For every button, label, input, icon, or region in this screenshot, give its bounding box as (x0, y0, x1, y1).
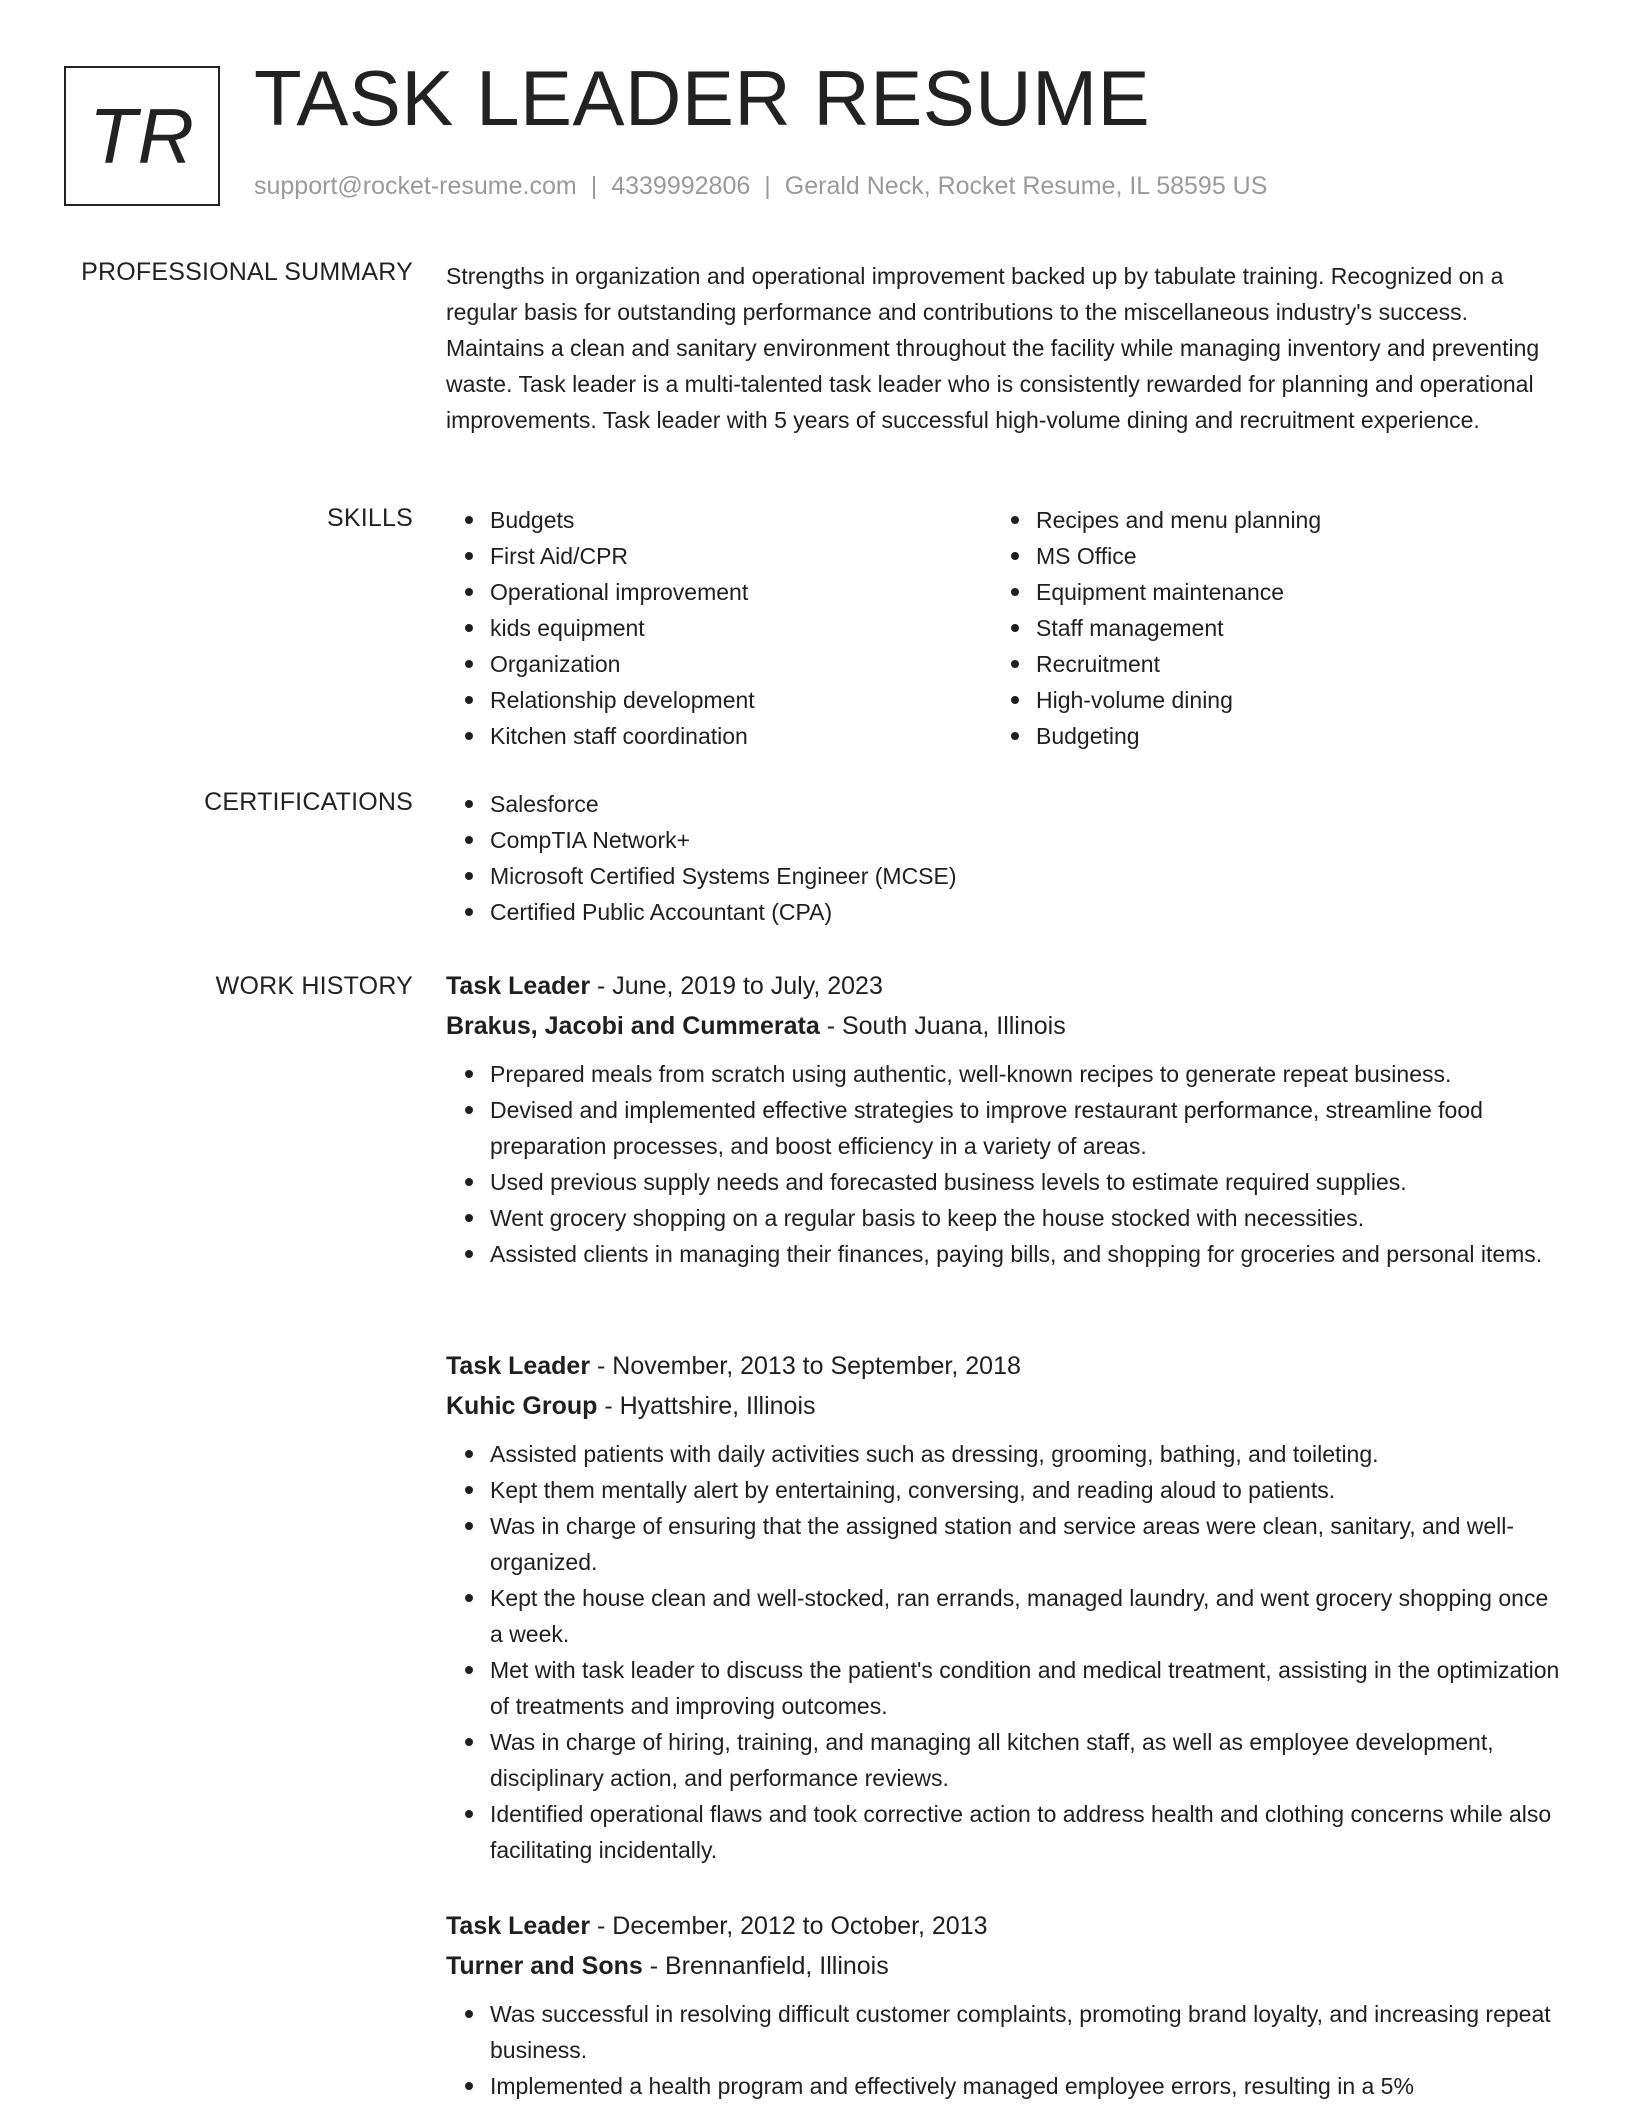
list-item: Was in charge of hiring, training, and managing all kitchen staff, as well as employee development, disciplinary action, and performance reviews. (490, 1724, 1562, 1796)
job-location: - South Juana, Illinois (819, 1012, 1066, 1040)
contact-separator: | (590, 172, 598, 200)
job-title-line (446, 966, 1562, 1006)
contact-separator: | (764, 172, 771, 200)
contact-phone: 4339992806 (611, 172, 751, 200)
list-item: Equipment maintenance (1036, 574, 1512, 610)
list-item: Relationship development (490, 682, 966, 718)
job-company-line (446, 1006, 1562, 1046)
job-dates: - December, 2012 to October, 2013 (590, 1912, 988, 1940)
job-role: Task Leader (446, 1352, 591, 1380)
list-item: Budgets (490, 502, 966, 538)
list-item: Implemented a health program and effectively managed employee errors, resulting in a 5% (490, 2068, 1562, 2104)
summary-section (446, 258, 1562, 438)
list-item: Staff management (1036, 610, 1512, 646)
skills-list-left (446, 502, 966, 754)
list-item: Prepared meals from scratch using authentic, well-known recipes to generate repeat business. (490, 1056, 1562, 1092)
list-item: Was in charge of ensuring that the assigned station and service areas were clean, sanitary, and well-organized. (490, 1508, 1562, 1580)
contact-line (254, 172, 1267, 201)
job-location: - Brennanfield, Illinois (642, 1952, 889, 1980)
section-title-certifications: CERTIFICATIONS (204, 788, 413, 816)
job-title-line (446, 1346, 1562, 1386)
skills-list-right (992, 502, 1512, 754)
list-item: Microsoft Certified Systems Engineer (MCSE) (490, 858, 1562, 894)
list-item: Devised and implemented effective strategies to improve restaurant performance, streamline food preparation processes, and boost efficiency in a variety of areas. (490, 1092, 1562, 1164)
list-item: Was successful in resolving difficult customer complaints, promoting brand loyalty, and increasing repeat business. (490, 1996, 1562, 2068)
list-item: Organization (490, 646, 966, 682)
skills-column-right (992, 502, 1512, 754)
list-item: Identified operational flaws and took corrective action to address health and clothing concerns while also facilitating incidentally. (490, 1796, 1562, 1868)
section-title-work-history: WORK HISTORY (215, 972, 413, 1000)
job-company: Turner and Sons (446, 1952, 643, 1980)
job-company: Brakus, Jacobi and Cummerata (446, 1012, 820, 1040)
summary-text: Strengths in organization and operational improvement backed up by tabulate training. Recognized on a regular basis for outstanding performance and contributions to the miscellaneous industry's success. Maintains a clean and sanitary environment throughout the facility while managing inventory and preventing waste. Task leader is a multi-talented task leader who is consistently rewarded for planning and operational improvements. Task leader with 5 years of successful high-volume dining and recruitment experience. (446, 263, 1540, 433)
list-item: Recruitment (1036, 646, 1512, 682)
list-item: Assisted patients with daily activities such as dressing, grooming, bathing, and toileting. (490, 1436, 1562, 1472)
section-title-skills: SKILLS (327, 504, 413, 532)
job-entry (446, 1906, 1562, 2104)
list-item: High-volume dining (1036, 682, 1512, 718)
list-item: kids equipment (490, 610, 966, 646)
job-location: - Hyattshire, Illinois (597, 1392, 816, 1420)
page-title: TASK LEADER RESUME (254, 54, 1151, 142)
job-dates: - November, 2013 to September, 2018 (590, 1352, 1021, 1380)
job-bullets (446, 1436, 1562, 1868)
list-item: Kept the house clean and well-stocked, ran errands, managed laundry, and went grocery shopping once a week. (490, 1580, 1562, 1652)
certifications-section (446, 786, 1562, 930)
list-item: Used previous supply needs and forecasted business levels to estimate required supplies. (490, 1164, 1562, 1200)
list-item: MS Office (1036, 538, 1512, 574)
list-item: CompTIA Network+ (490, 822, 1562, 858)
job-entry (446, 966, 1562, 1272)
certifications-list (446, 786, 1562, 930)
contact-address: Gerald Neck, Rocket Resume, IL 58595 US (784, 172, 1268, 200)
job-company: Kuhic Group (446, 1392, 598, 1420)
list-item: Operational improvement (490, 574, 966, 610)
job-bullets (446, 1996, 1562, 2104)
job-company-line (446, 1946, 1562, 1986)
list-item: Met with task leader to discuss the patient's condition and medical treatment, assisting in the optimization of treatments and improving outcomes. (490, 1652, 1562, 1724)
list-item: Budgeting (1036, 718, 1512, 754)
list-item: Kept them mentally alert by entertaining, conversing, and reading aloud to patients. (490, 1472, 1562, 1508)
list-item: First Aid/CPR (490, 538, 966, 574)
list-item: Recipes and menu planning (1036, 502, 1512, 538)
list-item: Salesforce (490, 786, 1562, 822)
section-title-summary: PROFESSIONAL SUMMARY (81, 258, 413, 286)
monogram-logo: TR (64, 66, 220, 206)
job-bullets (446, 1056, 1562, 1272)
job-entry (446, 1346, 1562, 1868)
list-item: Assisted clients in managing their finances, paying bills, and shopping for groceries and personal items. (490, 1236, 1562, 1272)
contact-email: support@rocket-resume.com (254, 172, 577, 200)
job-title-line (446, 1906, 1562, 1946)
skills-column-left (446, 502, 966, 754)
skills-section (446, 502, 1562, 762)
job-company-line (446, 1386, 1562, 1426)
job-role: Task Leader (446, 1912, 591, 1940)
list-item: Certified Public Accountant (CPA) (490, 894, 1562, 930)
job-role: Task Leader (446, 972, 591, 1000)
list-item: Kitchen staff coordination (490, 718, 966, 754)
list-item: Went grocery shopping on a regular basis to keep the house stocked with necessities. (490, 1200, 1562, 1236)
job-dates: - June, 2019 to July, 2023 (590, 972, 883, 1000)
